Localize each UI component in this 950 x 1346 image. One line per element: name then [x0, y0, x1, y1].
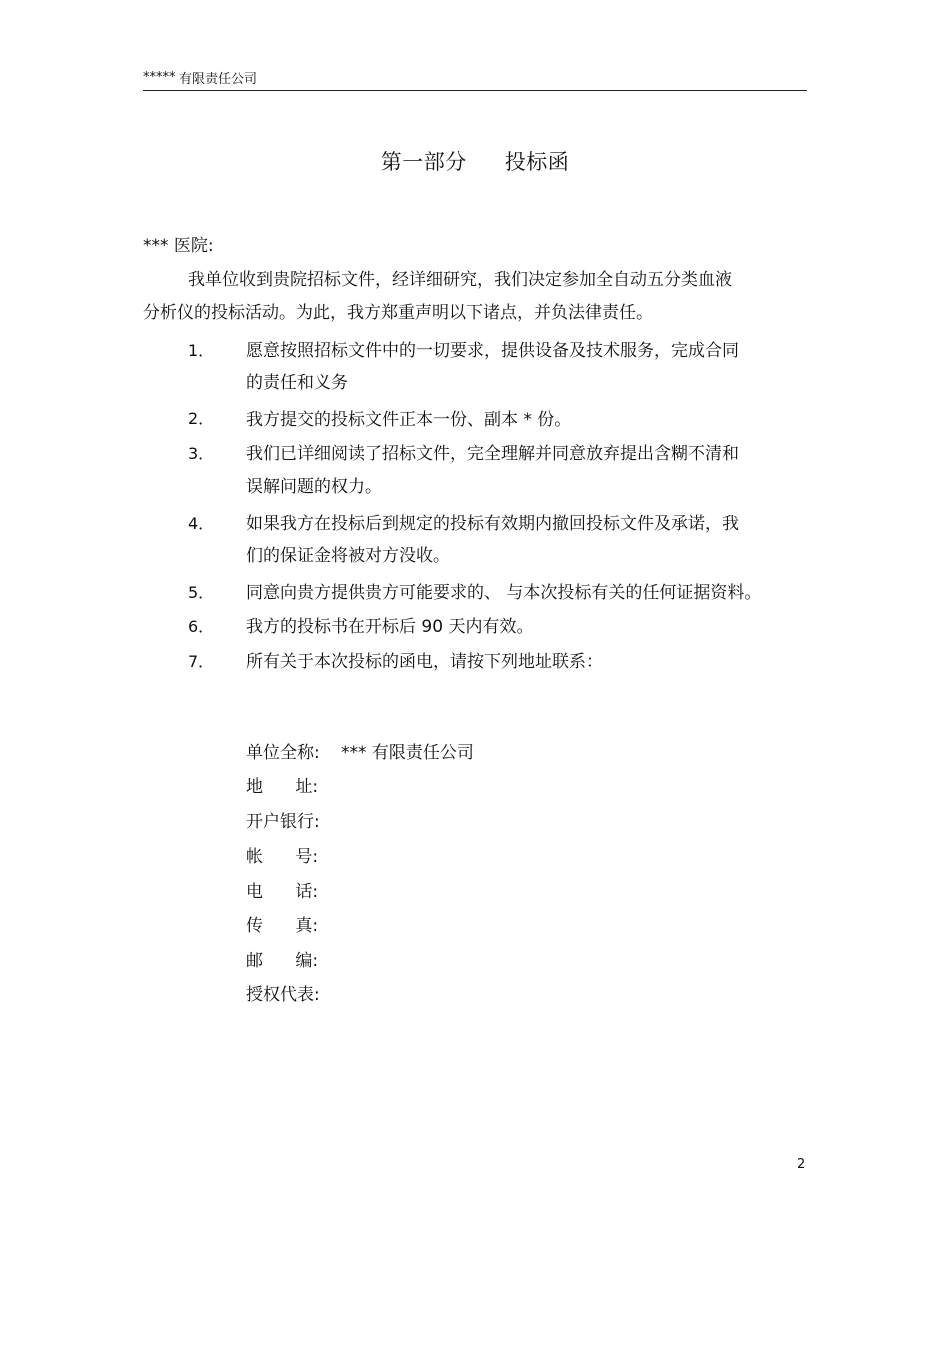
- item-text: 我们已详细阅读了招标文件，完全理解并同意放弃提出含糊不清和: [246, 444, 739, 464]
- item-text: 所有关于本次投标的函电，请按下列地址联系：: [246, 652, 603, 672]
- item-number: 7．: [188, 652, 215, 671]
- page-title: [0, 146, 950, 176]
- item-text: 我方提交的投标文件正本一份、副本 * 份。: [246, 410, 572, 430]
- header-company: 有限责任公司: [179, 72, 258, 87]
- contact-label-postcode: 邮 编:: [246, 951, 319, 971]
- contact-label-representative: 授权代表:: [246, 985, 320, 1005]
- title-part: 第一部分: [380, 150, 467, 174]
- salutation: *** 医院:: [143, 236, 214, 256]
- title-name: 投标函: [504, 150, 570, 174]
- page-number: 2: [797, 1157, 806, 1172]
- contact-label-phone: 电 话:: [246, 882, 319, 902]
- item-text-continued: 们的保证金将被对方没收。: [246, 546, 450, 566]
- contact-label-fax: 传 真:: [246, 916, 319, 936]
- item-number: 2．: [188, 409, 215, 428]
- item-number: 4．: [188, 514, 215, 533]
- page-header: [143, 66, 807, 91]
- intro-line-1: 我单位收到贵院招标文件，经详细研究，我们决定参加全自动五分类血液: [188, 270, 732, 290]
- item-text: 如果我方在投标后到规定的投标有效期内撤回投标文件及承诺，我: [246, 514, 739, 534]
- intro-line-2: 分析仪的投标活动。为此，我方郑重声明以下诸点，并负法律责任。: [143, 303, 653, 323]
- item-text-continued: 误解问题的权力。: [246, 477, 382, 497]
- contact-value-company: *** 有限责任公司: [341, 743, 474, 763]
- item-number: 5．: [188, 583, 215, 602]
- contact-label-account: 帐 号:: [246, 847, 319, 867]
- item-text: 愿意按照招标文件中的一切要求，提供设备及技术服务，完成合同: [246, 341, 739, 361]
- contact-label-address: 地 址:: [246, 777, 319, 797]
- item-text: 同意向贵方提供贵方可能要求的、 与本次投标有关的任何证据资料。: [246, 583, 762, 603]
- header-stars: *****: [143, 70, 176, 85]
- item-number: 3．: [188, 444, 215, 463]
- item-number: 6．: [188, 617, 215, 636]
- contact-label-company: 单位全称:: [246, 743, 320, 763]
- contact-label-bank: 开户银行:: [246, 812, 320, 832]
- item-number: 1．: [188, 341, 215, 360]
- item-text: 我方的投标书在开标后 90 天内有效。: [246, 617, 534, 637]
- item-text-continued: 的责任和义务: [246, 373, 348, 393]
